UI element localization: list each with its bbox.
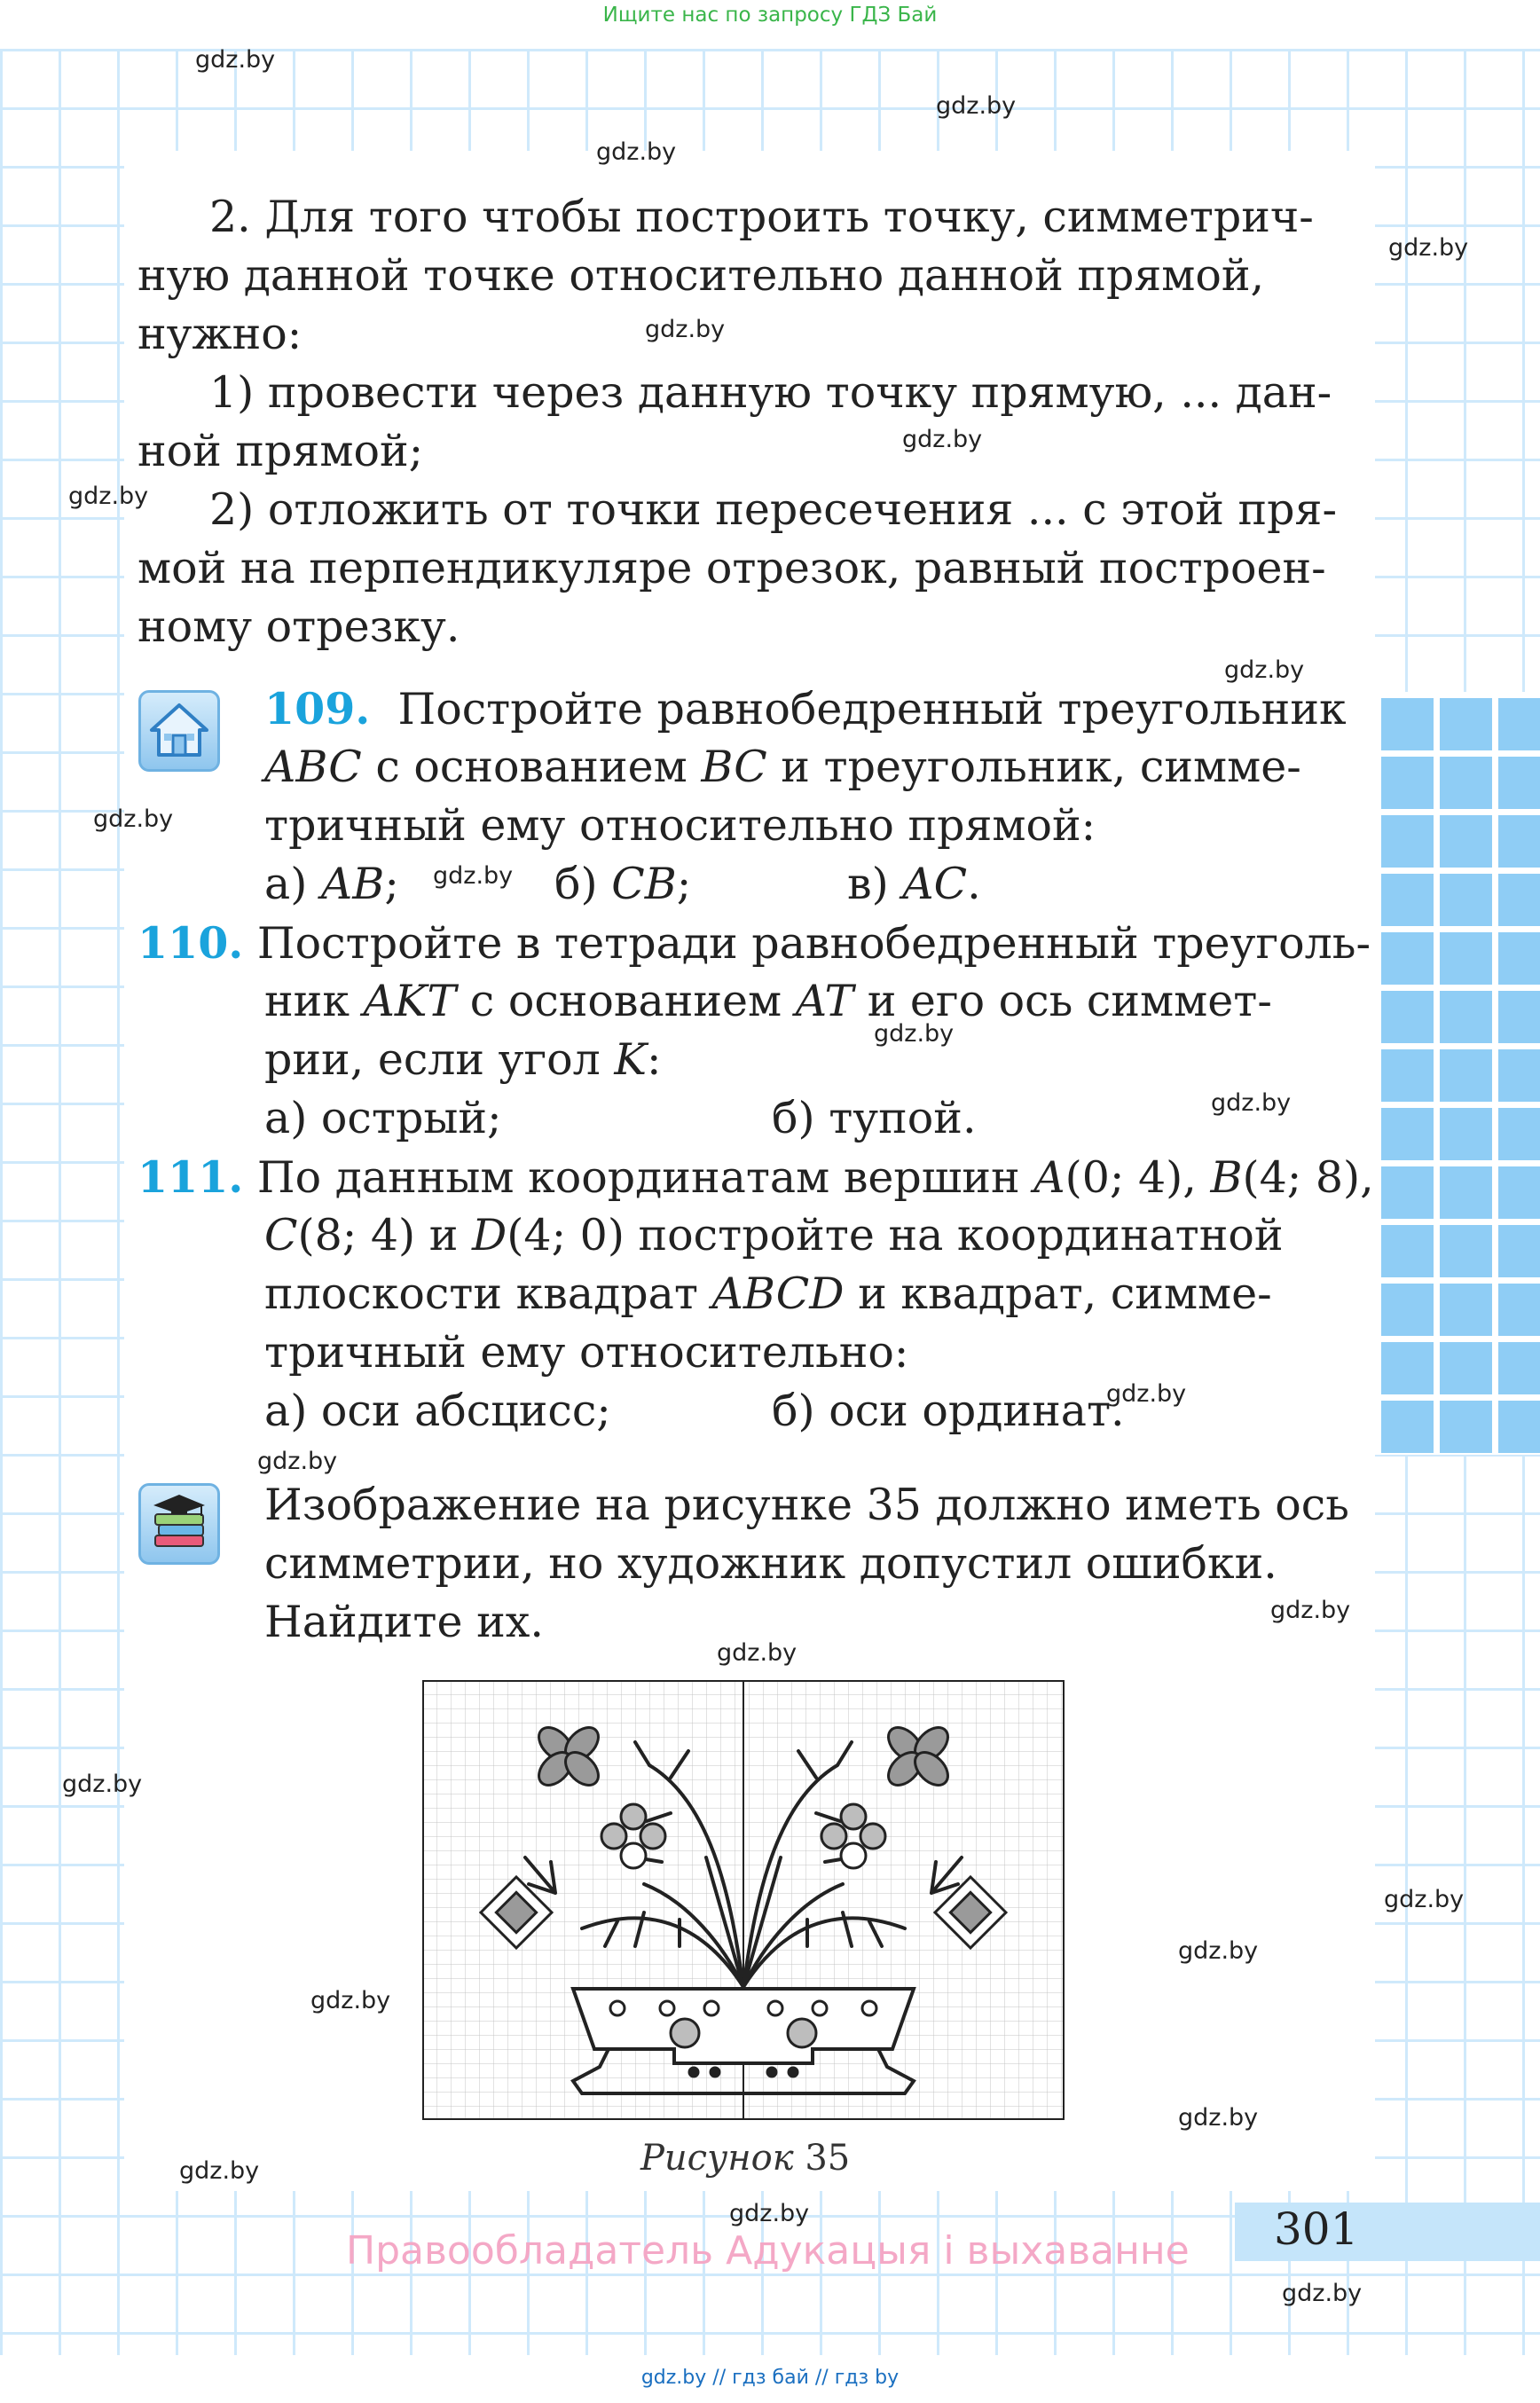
side-band-decoration — [1375, 692, 1540, 1455]
option-end: ; — [676, 859, 692, 909]
theory-line: ную данной точке относительно данной прямой, — [138, 250, 1265, 301]
watermark: gdz.by — [936, 92, 1017, 120]
option-end: ; — [384, 859, 399, 909]
watermark: gdz.by — [596, 138, 677, 166]
footer-links[interactable]: gdz.by // гдз бай // гдз by — [640, 2367, 900, 2389]
task-text — [370, 684, 397, 734]
task-text: и квадрат, симме- — [844, 1268, 1272, 1319]
watermark: gdz.by — [1178, 2104, 1259, 2132]
watermark: gdz.by — [902, 426, 983, 453]
theory-step: 1) провести через данную точку прямую, ... дан- — [209, 367, 1332, 418]
math-var: ABC — [264, 742, 362, 792]
task-text: с основанием — [456, 976, 796, 1026]
watermark: gdz.by — [433, 862, 514, 890]
caption-label: Рисунок — [640, 2138, 794, 2179]
task-111-line2 — [264, 1206, 1284, 1265]
watermark: gdz.by — [1224, 656, 1305, 684]
math-var: CB — [611, 859, 677, 909]
task-text: и треугольник, симме- — [766, 742, 1301, 792]
books-extra-task-icon — [138, 1483, 220, 1565]
watermark: gdz.by — [257, 1448, 338, 1475]
theory-step: ному отрезку. — [138, 601, 460, 652]
task-109-option-c — [847, 855, 981, 914]
task-text: ник — [264, 976, 364, 1026]
task-text: Постройте равнобедренный треугольник — [397, 684, 1347, 734]
watermark: gdz.by — [1211, 1089, 1292, 1117]
theory-step: 2) отложить от точки пересечения ... с этой пря- — [209, 484, 1338, 535]
math-var: C — [264, 1210, 298, 1260]
copyright-line: Правообладатель Адукацыя і выхаванне — [346, 2228, 1190, 2273]
task-109-option-a — [264, 855, 399, 914]
option-label: а) — [264, 859, 321, 909]
task-text: и его ось симмет- — [853, 976, 1272, 1026]
task-109-option-b — [554, 855, 691, 914]
math-var: D — [471, 1210, 507, 1260]
theory-line: нужно: — [138, 309, 302, 359]
watermark: gdz.by — [93, 805, 174, 833]
math-var: AC — [902, 859, 968, 909]
watermark: gdz.by — [179, 2157, 260, 2185]
theory-step: ной прямой; — [138, 426, 424, 476]
task-110-option-b: б) тупой. — [772, 1093, 977, 1143]
watermark: gdz.by — [717, 1639, 798, 1667]
extra-task-line3: Найдите их. — [264, 1597, 544, 1647]
math-var: BC — [701, 742, 767, 792]
page-number: 301 — [1274, 2203, 1359, 2255]
task-text — [243, 918, 257, 969]
task-109-line1 — [264, 679, 1347, 739]
task-text: : — [646, 1034, 662, 1085]
watermark: gdz.by — [1270, 1597, 1351, 1624]
task-number: 110. — [138, 917, 244, 969]
figure-35-flower-basket — [422, 1680, 1065, 2120]
watermark: gdz.by — [1178, 1937, 1259, 1965]
math-var: AT — [795, 976, 854, 1026]
task-109-line2 — [264, 738, 1301, 797]
figure-caption — [640, 2138, 850, 2179]
watermark: gdz.by — [1388, 234, 1469, 262]
task-110-line1 — [138, 914, 1371, 973]
watermark: gdz.by — [729, 2200, 810, 2227]
watermark: gdz.by — [645, 316, 726, 343]
watermark: gdz.by — [310, 1987, 391, 2014]
task-text: По данным координатам вершин — [256, 1152, 1034, 1203]
watermark: gdz.by — [62, 1771, 143, 1798]
task-text: Постройте в тетради равнобедренный треуголь- — [256, 918, 1371, 969]
task-110-option-a: а) острый; — [264, 1093, 502, 1143]
watermark: gdz.by — [195, 46, 276, 74]
top-banner[interactable]: Ищите нас по запросу ГДЗ Бай — [602, 4, 938, 27]
option-end: . — [967, 859, 981, 909]
math-var: ABCD — [711, 1268, 845, 1319]
extra-task-line1: Изображение на рисунке 35 должно иметь ось — [264, 1480, 1349, 1530]
task-text: (4; 8), — [1242, 1152, 1374, 1203]
watermark: gdz.by — [874, 1020, 955, 1048]
task-text — [243, 1152, 257, 1203]
watermark: gdz.by — [1106, 1380, 1187, 1408]
task-111-line1 — [138, 1148, 1374, 1207]
task-text: рии, если угол — [264, 1034, 615, 1085]
task-110-line2 — [264, 972, 1272, 1031]
watermark: gdz.by — [68, 483, 149, 510]
home-task-icon — [138, 690, 220, 772]
task-text: (0; 4), — [1065, 1152, 1211, 1203]
task-110-line3 — [264, 1031, 661, 1089]
math-var: B — [1210, 1152, 1243, 1203]
task-text: плоскости квадрат — [264, 1268, 712, 1319]
watermark: gdz.by — [1282, 2280, 1363, 2307]
task-111-option-b: б) оси ординат. — [772, 1386, 1125, 1436]
math-var: AB — [320, 859, 385, 909]
task-111-line3 — [264, 1265, 1272, 1323]
math-var: AKT — [363, 976, 457, 1026]
theory-line: 2. Для того чтобы построить точку, симметрич- — [209, 192, 1314, 242]
task-text: (4; 0) постройте на координатной — [507, 1210, 1284, 1260]
watermark: gdz.by — [1384, 1886, 1465, 1913]
task-number: 109. — [264, 683, 371, 734]
task-text: с основанием — [361, 742, 702, 792]
math-var: K — [614, 1034, 647, 1085]
task-text: (8; 4) и — [297, 1210, 472, 1260]
option-label: б) — [554, 859, 612, 909]
extra-task-line2: симметрии, но художник допустил ошибки. — [264, 1538, 1277, 1589]
task-111-line4: тричный ему относительно: — [264, 1327, 909, 1378]
task-109-line3: тричный ему относительно прямой: — [264, 800, 1096, 851]
option-label: в) — [847, 859, 903, 909]
task-111-option-a: а) оси абсцисс; — [264, 1386, 611, 1436]
math-var: A — [1033, 1152, 1065, 1203]
theory-step: мой на перпендикуляре отрезок, равный построен- — [138, 543, 1326, 593]
caption-number: 35 — [793, 2138, 851, 2179]
task-number: 111. — [138, 1151, 244, 1203]
